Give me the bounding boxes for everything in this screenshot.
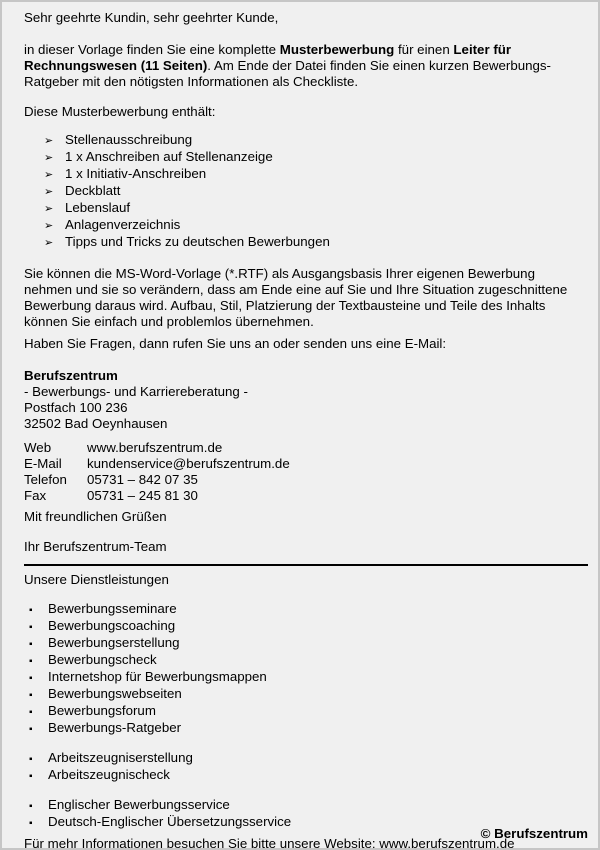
list-item — [24, 669, 576, 686]
list-item — [24, 686, 576, 703]
square-bullet-icon: ▪ — [29, 724, 33, 735]
list-item — [24, 234, 576, 251]
contact-row-email — [24, 456, 576, 472]
company-city: 32502 Bad Oeynhausen — [24, 416, 168, 431]
arrow-bullet-icon: ➢ — [44, 237, 54, 249]
list-item — [24, 635, 576, 652]
intro-text-segment: für einen — [394, 42, 454, 57]
arrow-bullet-icon: ➢ — [44, 220, 54, 232]
square-bullet-icon: ▪ — [29, 818, 33, 829]
list-item — [24, 166, 576, 183]
square-bullet-icon: ▪ — [29, 605, 33, 616]
list-item — [24, 652, 576, 669]
list-item-label: 1 x Initiativ-Anschreiben — [65, 166, 207, 181]
contact-row-fax — [24, 488, 576, 504]
list-item-label: Deckblatt — [65, 183, 121, 198]
company-address-block — [24, 368, 576, 432]
contact-prompt: Haben Sie Fragen, dann rufen Sie uns an oder senden uns eine E-Mail: — [24, 336, 447, 351]
intro-bold-musterbewerbung: Musterbewerbung — [279, 42, 395, 57]
services-list-references — [24, 750, 576, 784]
contact-value-website: www.berufszentrum.de — [87, 440, 223, 455]
square-bullet-icon: ▪ — [29, 656, 33, 667]
list-item-label: Bewerbungserstellung — [48, 635, 180, 650]
intro-text-segment: . Am Ende der Datei finden Sie einen kurzen Bewerbungs-Ratgeber mit den nötigsten Informationen als Checkliste. — [24, 58, 551, 89]
services-list-main — [24, 601, 576, 737]
square-bullet-icon: ▪ — [29, 754, 33, 765]
list-item — [24, 132, 576, 149]
arrow-bullet-icon: ➢ — [44, 135, 54, 147]
list-item-label: Deutsch-Englischer Übersetzungsservice — [48, 814, 292, 829]
list-item — [24, 601, 576, 618]
list-item-label: Arbeitszeugnischeck — [48, 767, 170, 782]
arrow-bullet-icon: ➢ — [44, 186, 54, 198]
signature-line: Ihr Berufszentrum-Team — [24, 539, 167, 554]
enclosures-heading: Diese Musterbewerbung enthält: — [24, 104, 216, 119]
list-item — [24, 797, 576, 814]
services-heading: Unsere Dienstleistungen — [24, 572, 169, 587]
list-item-label: Bewerbungsforum — [48, 703, 156, 718]
section-divider — [24, 564, 588, 566]
footer-note: Für mehr Informationen besuchen Sie bitte unsere Website: www.berufszentrum.de — [24, 836, 588, 850]
list-item — [24, 217, 576, 234]
list-item-label: Bewerbungscoaching — [48, 618, 176, 633]
arrow-bullet-icon: ➢ — [44, 169, 54, 181]
company-subtitle: - Bewerbungs- und Karriereberatung - — [24, 384, 248, 399]
list-item-label: 1 x Anschreiben auf Stellenanzeige — [65, 149, 273, 164]
contact-value-phone: 05731 – 842 07 35 — [87, 472, 198, 487]
company-name: Berufszentrum — [24, 368, 118, 383]
list-item-label: Englischer Bewerbungsservice — [48, 797, 230, 812]
contact-row-phone — [24, 472, 576, 488]
list-item — [24, 750, 576, 767]
list-item — [24, 618, 576, 635]
contact-row-web — [24, 440, 576, 456]
list-item-label: Bewerbungswebseiten — [48, 686, 182, 701]
contact-label: Fax — [24, 488, 47, 503]
list-item-label: Anlagenverzeichnis — [65, 217, 181, 232]
intro-bold-position: Leiter für Rechnungswesen (11 Seiten) — [24, 42, 512, 73]
list-item — [24, 200, 576, 217]
closing-formula: Mit freundlichen Grüßen — [24, 509, 167, 524]
list-item-label: Arbeitszeugniserstellung — [48, 750, 193, 765]
square-bullet-icon: ▪ — [29, 622, 33, 633]
contact-label: E-Mail — [24, 456, 62, 471]
list-item-label: Bewerbungsseminare — [48, 601, 177, 616]
company-pobox: Postfach 100 236 — [24, 400, 128, 415]
salutation: Sehr geehrte Kundin, sehr geehrter Kunde, — [24, 10, 279, 25]
list-item-label: Bewerbungs-Ratgeber — [48, 720, 182, 735]
arrow-bullet-icon: ➢ — [44, 152, 54, 164]
intro-paragraph — [24, 42, 576, 90]
contact-table — [24, 440, 576, 504]
list-item-label: Stellenausschreibung — [65, 132, 193, 147]
list-item — [24, 149, 576, 166]
contact-label: Telefon — [24, 472, 67, 487]
list-item — [24, 703, 576, 720]
square-bullet-icon: ▪ — [29, 639, 33, 650]
list-item-label: Tipps und Tricks zu deutschen Bewerbungen — [65, 234, 330, 249]
list-item — [24, 183, 576, 200]
contact-value-fax: 05731 – 245 81 30 — [87, 488, 198, 503]
list-item-label: Lebenslauf — [65, 200, 131, 215]
square-bullet-icon: ▪ — [29, 690, 33, 701]
list-item-label: Bewerbungscheck — [48, 652, 157, 667]
square-bullet-icon: ▪ — [29, 771, 33, 782]
contact-label: Web — [24, 440, 52, 455]
square-bullet-icon: ▪ — [29, 673, 33, 684]
list-item-label: Internetshop für Bewerbungsmappen — [48, 669, 267, 684]
square-bullet-icon: ▪ — [29, 801, 33, 812]
usage-paragraph: Sie können die MS-Word-Vorlage (*.RTF) als Ausgangsbasis Ihrer eigenen Bewerbung nehmen und sie so verändern, dass am Ende eine auf Sie und Ihre Situation zugeschnittene Bewerbung daraus wird. Aufbau, Stil, Platzierung der Textbausteine und Teile des Inhalts können Sie einfach und problemlos übernehmen. — [24, 266, 568, 329]
arrow-bullet-icon: ➢ — [44, 203, 54, 215]
intro-text-segment: in dieser Vorlage finden Sie eine komplette — [24, 42, 280, 57]
list-item — [24, 767, 576, 784]
list-item — [24, 720, 576, 737]
square-bullet-icon: ▪ — [29, 707, 33, 718]
contact-value-email: kundenservice@berufszentrum.de — [87, 456, 290, 471]
copyright-notice: © Berufszentrum — [480, 826, 588, 841]
enclosures-list — [24, 132, 576, 251]
